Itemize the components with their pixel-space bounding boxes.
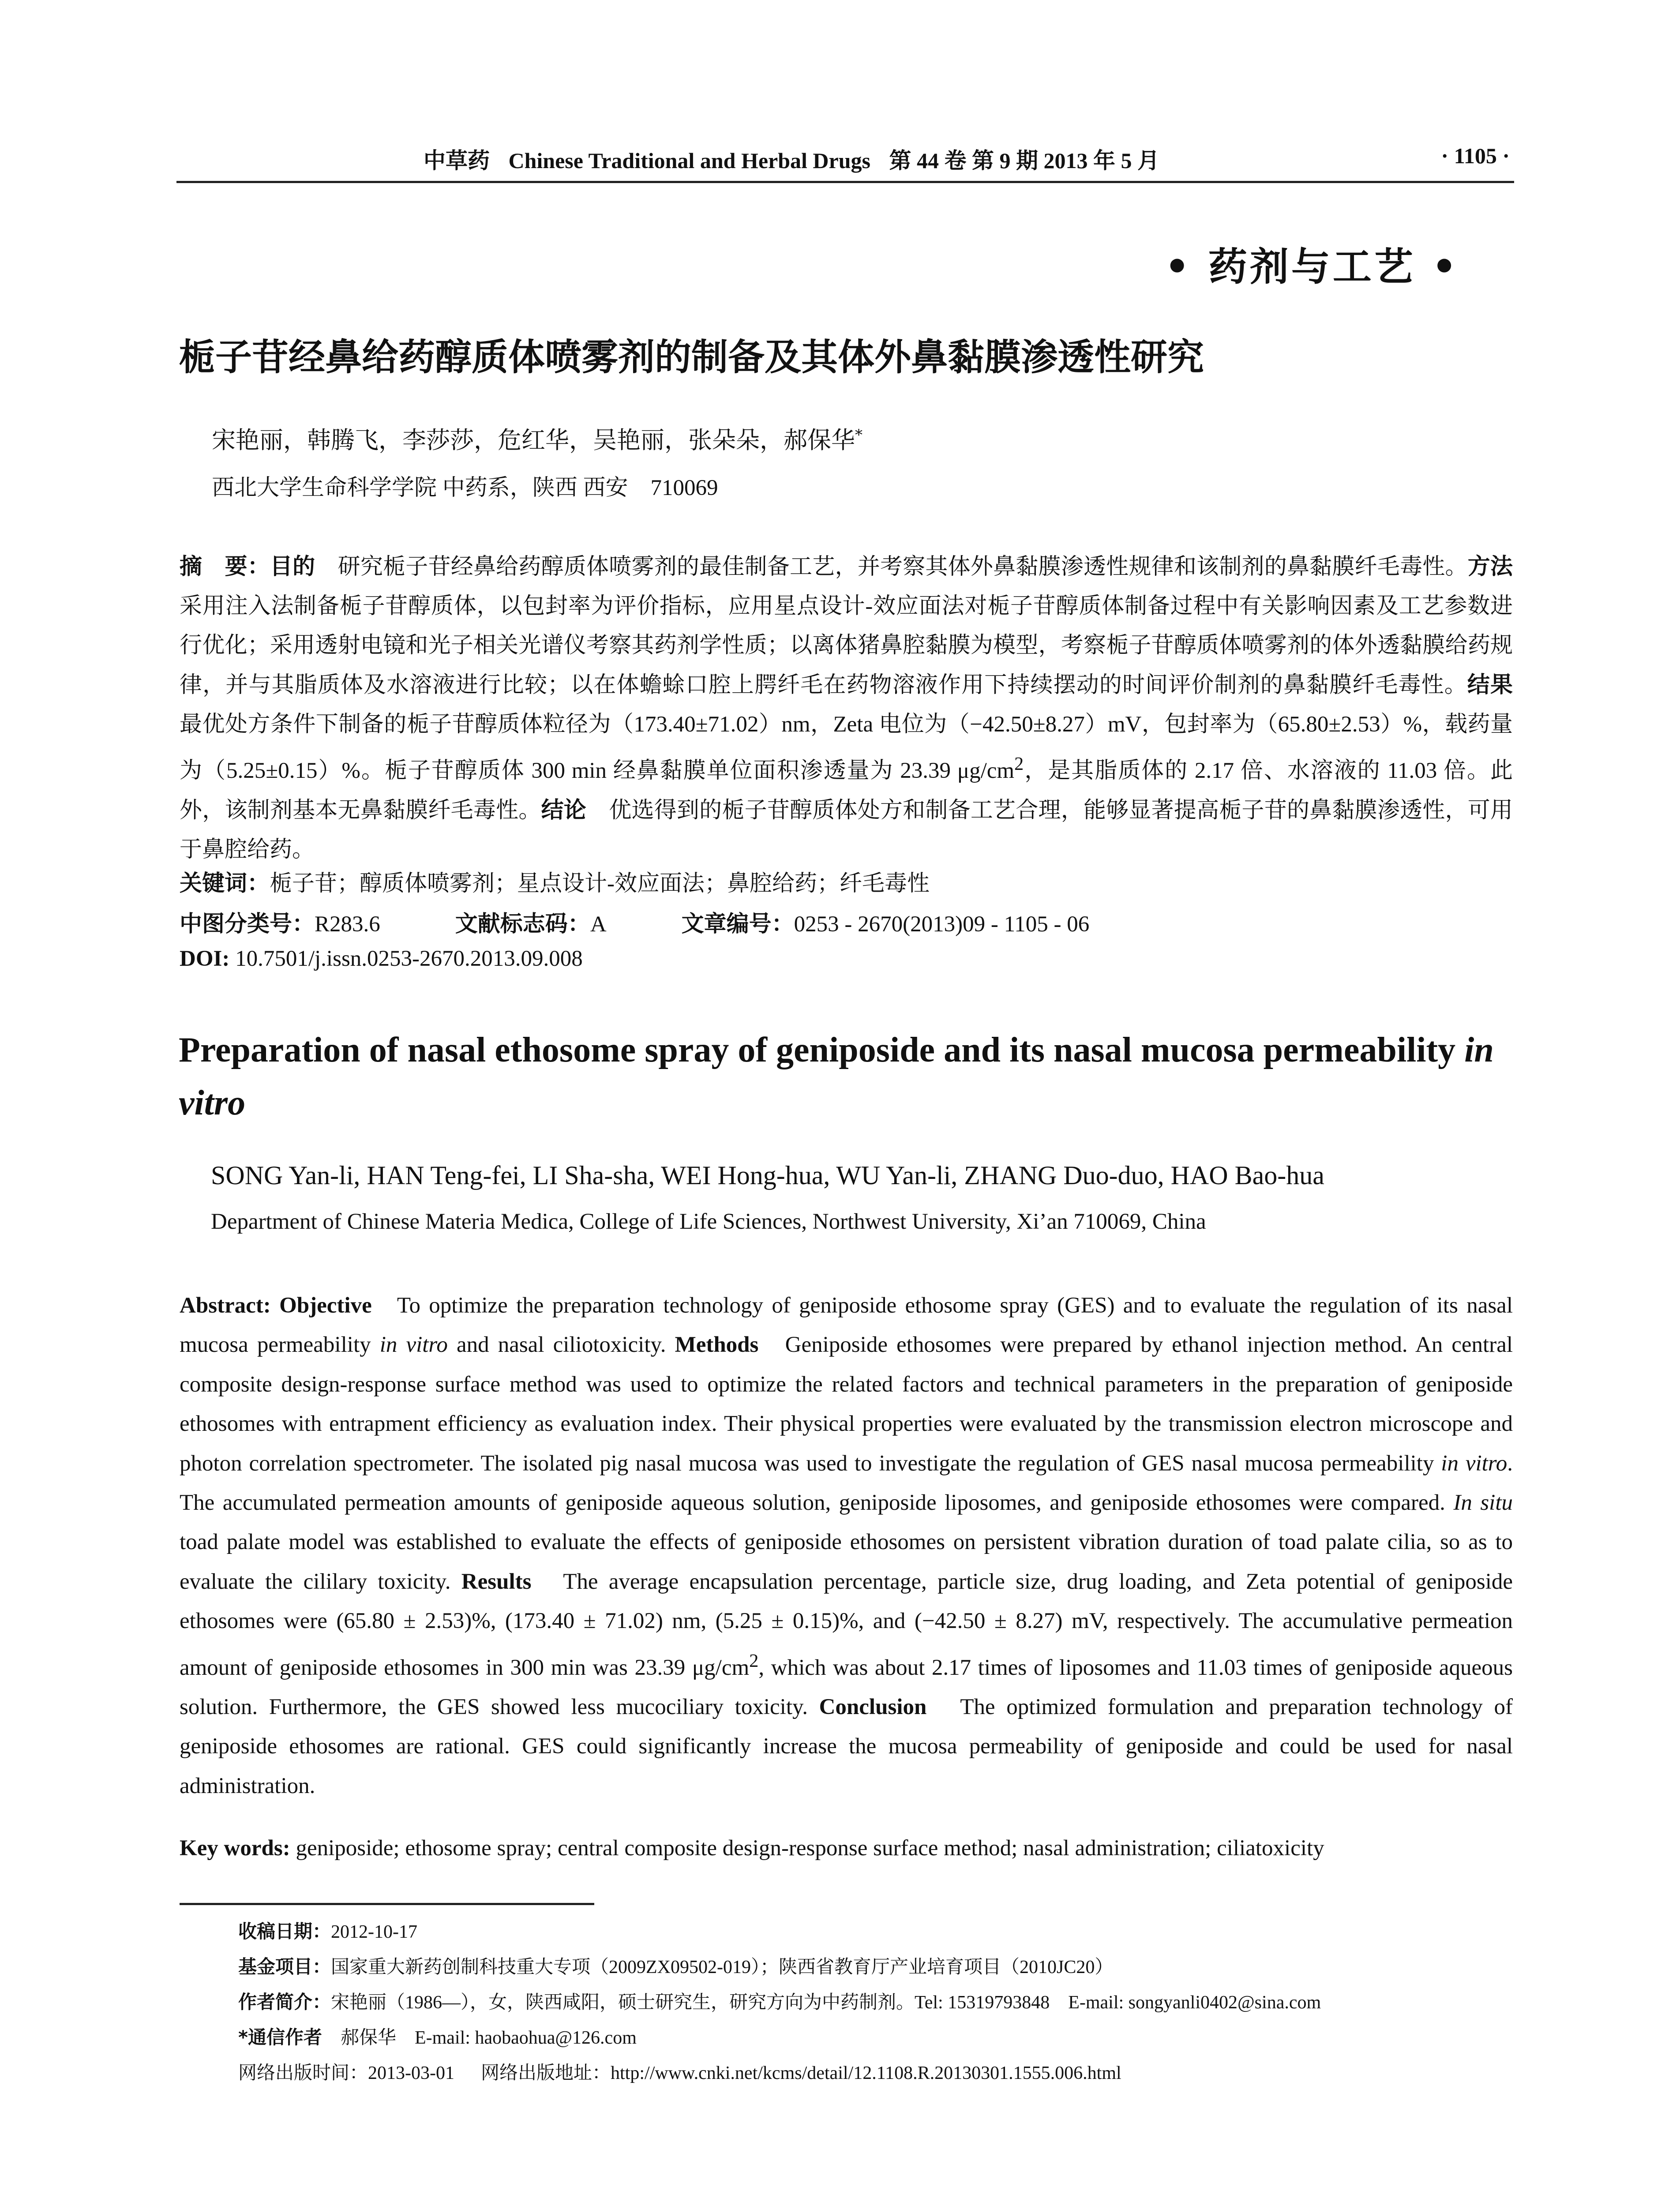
doc-code-value: A <box>590 912 607 937</box>
journal-header <box>424 143 1173 175</box>
en-keywords <box>180 1835 1324 1861</box>
cn-conclusion-label: 结论 <box>541 797 587 823</box>
en-methods-italic-2: In situ <box>1453 1490 1513 1516</box>
cn-author-list: 宋艳丽，韩腾飞，李莎莎，危红华，吴艳丽，张朵朵，郝保华 <box>212 426 855 454</box>
online-url[interactable]: http://www.cnki.net/kcms/detail/12.1108.R.20130301.1555.006.html <box>611 2063 1121 2083</box>
author-bio-label: 作者简介： <box>238 1991 331 2013</box>
en-results-a: The average encapsulation percentage, particle size, drug loading, and Zeta potential of geniposide ethosomes were (65.80 ± 2.53)%, (173.40 ± 71.02) nm, (5.25 ± 0.15)%, and (−42.50 ± 8.27) mV, respectively. The accumulative permeation amount of geniposide ethosomes in 300 min was 23.39 μg/cm <box>180 1569 1513 1680</box>
en-keywords-label: Key words: <box>180 1836 290 1861</box>
cn-results-a: 最优处方条件下制备的栀子苷醇质体粒径为（173.40±71.02）nm，Zeta 电位为（−42.50±8.27）mV，包封率为（65.80±2.53）%，载药量为（5.25±0.15）%。栀子苷醇质体 300 min 经鼻黏膜单位面积渗透量为 23.39 μg/cm <box>180 712 1513 783</box>
en-title-italic: in vitro <box>179 1031 1494 1122</box>
en-objective-label: Objective <box>279 1293 372 1318</box>
cn-methods: 采用注入法制备栀子苷醇质体，以包封率为评价指标，应用星点设计-效应面法对栀子苷醇质体制备过程中有关影响因素及工艺参数进行优化；采用透射电镜和光子相关光谱仪考察其药剂学性质；以离体猪鼻腔黏膜为模型，考察栀子苷醇质体喷雾剂的体外透黏膜给药规律，并与其脂质体及水溶液进行比较；以在体蟾蜍口腔上腭纤毛在药物溶液作用下持续摆动的时间评价制剂的鼻黏膜纤毛毒性。 <box>180 594 1513 698</box>
en-abstract-label: Abstract: <box>180 1293 271 1318</box>
en-results-label: Results <box>461 1569 532 1594</box>
en-objective-italic: in vitro <box>379 1332 448 1358</box>
issue-info: 第 44 卷 第 9 期 2013 年 5 月 <box>889 148 1159 173</box>
journal-name-cn: 中草药 <box>424 148 490 173</box>
footnote-corresponding <box>238 2023 637 2049</box>
cn-keywords <box>180 865 930 897</box>
received-date: 2012-10-17 <box>331 1922 417 1942</box>
cn-keywords-text: 栀子苷；醇质体喷雾剂；星点设计-效应面法；鼻腔给药；纤毛毒性 <box>270 871 930 896</box>
cn-objective-label: 目的 <box>270 554 315 580</box>
en-keywords-text: geniposide; ethosome spray; central composite design-response surface method; nasal administration; ciliatoxicity <box>296 1836 1324 1861</box>
clc-label: 中图分类号： <box>180 911 315 937</box>
cn-affiliation: 西北大学生命科学学院 中药系，陕西 西安 710069 <box>212 476 718 500</box>
clc-value: R283.6 <box>315 912 380 937</box>
en-conclusion: The optimized formulation and preparation technology of geniposide ethosomes are rational. GES could significantly increase the mucosa permeability of geniposide and could be used for nasal administration. <box>180 1695 1513 1798</box>
cn-results-sup: 2 <box>1014 754 1024 774</box>
fund-text: 国家重大新药创制科技重大专项（2009ZX09502-019）；陕西省教育厅产业培育项目（2010JC20） <box>331 1957 1114 1977</box>
cn-results-label: 结果 <box>1467 672 1513 698</box>
article-no-value: 0253 - 2670(2013)09 - 1105 - 06 <box>794 912 1090 937</box>
footnote-online <box>238 2058 1121 2085</box>
page-number: · 1105 · <box>1441 143 1510 168</box>
cn-methods-label: 方法 <box>1467 554 1513 580</box>
cn-classification <box>180 905 1089 938</box>
cn-results-b: ，是其脂质体的 2.17 倍、水溶液的 11.03 倍。此外，该制剂基本无鼻黏膜纤毛毒性。 <box>180 758 1513 823</box>
online-url-label: 网络出版地址： <box>481 2063 611 2083</box>
en-title-main: Preparation of nasal ethosome spray of geniposide and its nasal mucosa permeability <box>179 1031 1465 1069</box>
doi-label: DOI: <box>180 946 230 971</box>
section-label: • 药剂与工艺 • <box>1165 244 1459 289</box>
author-bio-text: 宋艳丽（1986—），女，陕西咸阳，硕士研究生，研究方向为中药制剂。Tel: 15319793848 E-mail: songyanli0402@sina.com <box>331 1992 1321 2013</box>
doi-value: 10.7501/j.issn.0253-2670.2013.09.008 <box>235 946 583 971</box>
cn-abstract-label: 摘 要： <box>180 554 270 580</box>
en-conclusion-label: Conclusion <box>819 1695 927 1720</box>
en-abstract <box>180 1286 1513 1806</box>
footnote-fund <box>238 1952 1113 1979</box>
footnote-rule <box>180 1903 594 1905</box>
corresponding-mark: * <box>855 426 862 444</box>
en-authors: SONG Yan-li, HAN Teng-fei, LI Sha-sha, WEI Hong-hua, WU Yan-li, ZHANG Duo-duo, HAO Bao-hua <box>211 1161 1324 1190</box>
running-header <box>176 141 1514 183</box>
online-time-label: 网络出版时间： <box>238 2063 368 2083</box>
en-methods-a: Geniposide ethosomes were prepared by ethanol injection method. An central composite design-response surface method was used to optimize the related factors and technical parameters in the preparation of geniposide ethosomes with entrapment efficiency as evaluation index. Their physical properties were evaluated by the transmission electron microscope and photon correlation spectrometer. The isolated pig nasal mucosa was used to investigate the regulation of GES nasal mucosa permeability <box>180 1332 1513 1476</box>
cn-abstract <box>180 547 1513 870</box>
article-no-label: 文章编号： <box>681 911 794 937</box>
received-label: 收稿日期： <box>238 1921 331 1942</box>
fund-label: 基金项目： <box>238 1956 331 1977</box>
journal-name-en: Chinese Traditional and Herbal Drugs <box>508 148 870 173</box>
en-objective-a: To optimize the preparation technology of geniposide ethosome spray (GES) and to evaluate the regulation of its nasal mucosa permeability <box>180 1293 1513 1358</box>
footnote-author <box>238 1988 1321 2014</box>
en-title <box>179 1024 1502 1129</box>
footnote-received <box>238 1917 417 1943</box>
cn-title: 栀子苷经鼻给药醇质体喷雾剂的制备及其体外鼻黏膜渗透性研究 <box>179 336 1204 379</box>
online-time: 2013-03-01 <box>368 2063 454 2083</box>
doi <box>180 946 583 972</box>
en-results-b: , which was about 2.17 times of liposomes and 11.03 times of geniposide aqueous solution. Furthermore, the GES showed less mucociliary toxicity. <box>180 1655 1513 1720</box>
corr-label: *通信作者 <box>238 2026 322 2048</box>
en-objective-b: and nasal ciliotoxicity. <box>447 1332 666 1358</box>
en-methods-label: Methods <box>675 1332 759 1358</box>
en-methods-italic-1: in vitro <box>1441 1451 1508 1476</box>
en-methods-b: . The accumulated permeation amounts of geniposide aqueous solution, geniposide liposomes, and geniposide ethosomes were compared. <box>180 1451 1513 1516</box>
corr-text: 郝保华 E-mail: haobaohua@126.com <box>340 2028 637 2048</box>
cn-conclusion: 优选得到的栀子苷醇质体处方和制备工艺合理，能够显著提高栀子苷的鼻黏膜渗透性，可用于鼻腔给药。 <box>180 798 1513 862</box>
cn-keywords-label: 关键词： <box>180 870 270 897</box>
en-methods-c: toad palate model was established to evaluate the effects of geniposide ethosomes on persistent vibration duration of toad palate cilia, so as to evaluate the cililary toxicity. <box>180 1530 1513 1594</box>
cn-objective: 研究栀子苷经鼻给药醇质体喷雾剂的最佳制备工艺，并考察其体外鼻黏膜渗透性规律和该制剂的鼻黏膜纤毛毒性。 <box>338 555 1468 579</box>
en-affiliation: Department of Chinese Materia Medica, College of Life Sciences, Northwest University, Xi’an 710069, China <box>211 1209 1206 1234</box>
doc-code-label: 文献标志码： <box>455 911 590 937</box>
en-results-sup: 2 <box>749 1650 759 1671</box>
cn-authors <box>212 421 862 455</box>
